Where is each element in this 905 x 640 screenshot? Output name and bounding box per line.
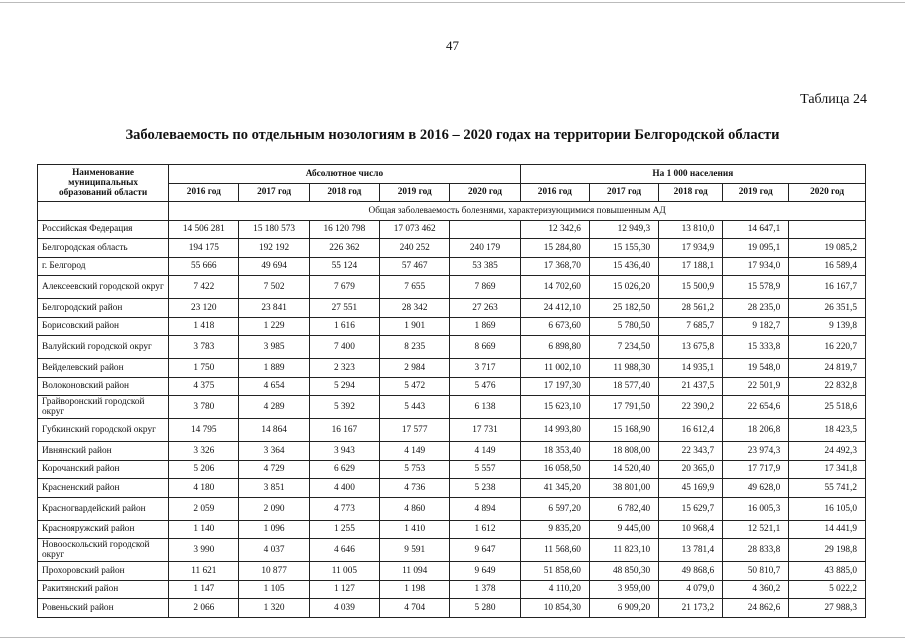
absolute-value-cell: 7 502 — [239, 276, 309, 299]
region-name-cell: Красненский район — [38, 479, 169, 498]
rate-value-cell: 21 437,5 — [659, 377, 723, 396]
absolute-value-cell: 4 736 — [380, 479, 450, 498]
rate-value-cell: 18 353,40 — [520, 442, 589, 461]
absolute-value-cell: 49 694 — [239, 257, 309, 276]
table-row — [38, 317, 866, 336]
absolute-value-cell: 57 467 — [380, 257, 450, 276]
rate-value-cell: 5 022,2 — [789, 580, 866, 599]
absolute-value-cell: 192 192 — [239, 239, 309, 258]
region-name-cell: Борисовский район — [38, 317, 169, 336]
rate-value-cell: 18 423,5 — [789, 419, 866, 442]
rate-value-cell: 16 058,50 — [520, 460, 589, 479]
rate-value-cell: 16 220,7 — [789, 336, 866, 359]
absolute-value-cell: 1 127 — [309, 580, 379, 599]
rate-value-cell: 14 520,40 — [589, 460, 658, 479]
rate-value-cell: 3 959,00 — [589, 580, 658, 599]
rate-value-cell: 49 628,0 — [723, 479, 789, 498]
absolute-value-cell: 2 984 — [380, 359, 450, 378]
absolute-value-cell: 6 138 — [450, 396, 520, 419]
rate-value-cell: 15 026,20 — [589, 276, 658, 299]
abs-year-header: 2016 год — [169, 183, 239, 202]
table-row — [38, 580, 866, 599]
region-name-cell: Прохоровский район — [38, 562, 169, 581]
absolute-value-cell: 7 679 — [309, 276, 379, 299]
absolute-value-cell: 7 869 — [450, 276, 520, 299]
absolute-value-cell: 240 179 — [450, 239, 520, 258]
absolute-value-cell: 5 238 — [450, 479, 520, 498]
rate-value-cell: 17 341,8 — [789, 460, 866, 479]
rate-value-cell: 23 974,3 — [723, 442, 789, 461]
absolute-value-cell: 1 140 — [169, 520, 239, 539]
table-row — [38, 419, 866, 442]
rate-value-cell: 6 898,80 — [520, 336, 589, 359]
absolute-value-cell: 5 557 — [450, 460, 520, 479]
rate-value-cell: 17 368,70 — [520, 257, 589, 276]
rate-value-cell: 18 577,40 — [589, 377, 658, 396]
rate-value-cell: 13 675,8 — [659, 336, 723, 359]
absolute-value-cell: 1 105 — [239, 580, 309, 599]
absolute-value-cell: 23 841 — [239, 299, 309, 318]
region-name-cell: Ракитянский район — [38, 580, 169, 599]
region-name-cell: Грайворонский городской округ — [38, 396, 169, 419]
rate-value-cell: 50 810,7 — [723, 562, 789, 581]
absolute-value-cell: 53 385 — [450, 257, 520, 276]
rate-value-cell: 17 934,9 — [659, 239, 723, 258]
table-row — [38, 220, 866, 239]
region-name-cell: Валуйский городской округ — [38, 336, 169, 359]
absolute-value-cell: 240 252 — [380, 239, 450, 258]
absolute-value-cell: 14 506 281 — [169, 220, 239, 239]
table-row — [38, 599, 866, 618]
rate-value-cell: 28 833,8 — [723, 539, 789, 562]
rate-value-cell: 16 612,4 — [659, 419, 723, 442]
absolute-value-cell: 8 235 — [380, 336, 450, 359]
document-title: Заболеваемость по отдельным нозологиям в 2016 – 2020 годах на территории Белгородской области — [125, 127, 780, 143]
region-name-cell: Красногвардейский район — [38, 497, 169, 520]
rate-value-cell: 15 436,40 — [589, 257, 658, 276]
rate-value-cell: 12 342,6 — [520, 220, 589, 239]
absolute-value-cell: 4 039 — [309, 599, 379, 618]
absolute-value-cell: 15 180 573 — [239, 220, 309, 239]
rate-value-cell: 28 235,0 — [723, 299, 789, 318]
rate-value-cell: 16 105,0 — [789, 497, 866, 520]
rate-value-cell: 12 949,3 — [589, 220, 658, 239]
absolute-value-cell: 3 851 — [239, 479, 309, 498]
rate-value-cell: 11 568,60 — [520, 539, 589, 562]
table-row — [38, 396, 866, 419]
absolute-value-cell: 4 704 — [380, 599, 450, 618]
region-name-cell: Алексеевский городской округ — [38, 276, 169, 299]
absolute-value-cell: 1 616 — [309, 317, 379, 336]
absolute-value-cell: 1 418 — [169, 317, 239, 336]
absolute-value-cell: 7 655 — [380, 276, 450, 299]
absolute-value-cell: 3 717 — [450, 359, 520, 378]
rate-value-cell: 25 518,6 — [789, 396, 866, 419]
rate-value-cell: 15 333,8 — [723, 336, 789, 359]
region-name-cell: Волоконовский район — [38, 377, 169, 396]
absolute-value-cell: 2 323 — [309, 359, 379, 378]
rate-value-cell: 9 835,20 — [520, 520, 589, 539]
table-row — [38, 276, 866, 299]
absolute-value-cell: 1 255 — [309, 520, 379, 539]
absolute-value-cell — [450, 220, 520, 239]
table-row — [38, 497, 866, 520]
rate-value-cell: 4 110,20 — [520, 580, 589, 599]
abs-year-header: 2018 год — [309, 183, 379, 202]
rate-value-cell: 24 862,6 — [723, 599, 789, 618]
rate-value-cell: 17 934,0 — [723, 257, 789, 276]
absolute-value-cell: 4 037 — [239, 539, 309, 562]
table-row — [38, 562, 866, 581]
absolute-value-cell: 27 551 — [309, 299, 379, 318]
rate-value-cell: 9 182,7 — [723, 317, 789, 336]
absolute-value-cell: 9 591 — [380, 539, 450, 562]
name-column-header: Наименование муниципальных образований области — [38, 165, 169, 202]
rate-value-cell: 15 155,30 — [589, 239, 658, 258]
rate-value-cell: 38 801,00 — [589, 479, 658, 498]
table-body — [38, 202, 866, 618]
rate-value-cell: 10 854,30 — [520, 599, 589, 618]
rate-value-cell: 51 858,60 — [520, 562, 589, 581]
rate-value-cell — [789, 220, 866, 239]
region-name-cell: Ровеньский район — [38, 599, 169, 618]
rate-value-cell: 15 629,7 — [659, 497, 723, 520]
absolute-value-cell: 23 120 — [169, 299, 239, 318]
absolute-value-cell: 5 753 — [380, 460, 450, 479]
rate-value-cell: 7 234,50 — [589, 336, 658, 359]
rate-value-cell: 22 390,2 — [659, 396, 723, 419]
page-number: 47 — [446, 38, 459, 53]
rate-value-cell: 6 673,60 — [520, 317, 589, 336]
rate-value-cell: 14 993,80 — [520, 419, 589, 442]
table-row — [38, 460, 866, 479]
absolute-value-cell: 17 577 — [380, 419, 450, 442]
rate-year-header: 2018 год — [659, 183, 723, 202]
table-row — [38, 377, 866, 396]
absolute-value-cell: 5 392 — [309, 396, 379, 419]
rate-value-cell: 6 782,40 — [589, 497, 658, 520]
rate-value-cell: 41 345,20 — [520, 479, 589, 498]
rate-value-cell: 11 002,10 — [520, 359, 589, 378]
rate-value-cell: 15 500,9 — [659, 276, 723, 299]
region-name-cell: Краснояружский район — [38, 520, 169, 539]
absolute-value-cell: 1 869 — [450, 317, 520, 336]
rate-value-cell: 14 935,1 — [659, 359, 723, 378]
rate-year-header: 2020 год — [789, 183, 866, 202]
absolute-value-cell: 11 094 — [380, 562, 450, 581]
abs-year-header: 2020 год — [450, 183, 520, 202]
rate-value-cell: 21 173,2 — [659, 599, 723, 618]
rate-value-cell: 43 885,0 — [789, 562, 866, 581]
rate-value-cell: 6 597,20 — [520, 497, 589, 520]
absolute-value-cell: 14 864 — [239, 419, 309, 442]
absolute-value-cell: 16 167 — [309, 419, 379, 442]
rate-value-cell: 28 561,2 — [659, 299, 723, 318]
absolute-value-cell: 7 422 — [169, 276, 239, 299]
rate-value-cell: 4 079,0 — [659, 580, 723, 599]
region-name-cell: г. Белгород — [38, 257, 169, 276]
rate-year-header: 2016 год — [520, 183, 589, 202]
absolute-value-cell: 1 612 — [450, 520, 520, 539]
absolute-value-cell: 5 206 — [169, 460, 239, 479]
scan-artifact-top — [0, 2, 905, 3]
rate-value-cell: 16 167,7 — [789, 276, 866, 299]
rate-value-cell: 5 780,50 — [589, 317, 658, 336]
rate-value-cell: 20 365,0 — [659, 460, 723, 479]
absolute-value-cell: 2 066 — [169, 599, 239, 618]
absolute-value-cell: 55 666 — [169, 257, 239, 276]
table-label: Таблица 24 — [800, 92, 867, 107]
absolute-value-cell: 2 090 — [239, 497, 309, 520]
absolute-value-cell: 9 647 — [450, 539, 520, 562]
rate-year-header: 2017 год — [589, 183, 658, 202]
absolute-value-cell: 11 005 — [309, 562, 379, 581]
rate-value-cell: 55 741,2 — [789, 479, 866, 498]
absolute-value-cell: 1 889 — [239, 359, 309, 378]
absolute-value-cell: 55 124 — [309, 257, 379, 276]
rate-value-cell: 15 578,9 — [723, 276, 789, 299]
absolute-value-cell: 3 943 — [309, 442, 379, 461]
abs-year-header: 2017 год — [239, 183, 309, 202]
table-row — [38, 336, 866, 359]
absolute-value-cell: 14 795 — [169, 419, 239, 442]
rate-value-cell: 18 206,8 — [723, 419, 789, 442]
rate-value-cell: 7 685,7 — [659, 317, 723, 336]
absolute-value-cell: 8 669 — [450, 336, 520, 359]
rate-value-cell: 22 501,9 — [723, 377, 789, 396]
absolute-value-cell: 5 476 — [450, 377, 520, 396]
absolute-value-cell: 3 783 — [169, 336, 239, 359]
rate-value-cell: 16 005,3 — [723, 497, 789, 520]
rate-value-cell: 14 441,9 — [789, 520, 866, 539]
absolute-value-cell: 17 073 462 — [380, 220, 450, 239]
rate-value-cell: 48 850,30 — [589, 562, 658, 581]
rate-value-cell: 17 717,9 — [723, 460, 789, 479]
region-name-cell: Вейделевский район — [38, 359, 169, 378]
absolute-value-cell: 194 175 — [169, 239, 239, 258]
absolute-value-cell: 4 894 — [450, 497, 520, 520]
absolute-value-cell: 7 400 — [309, 336, 379, 359]
rate-value-cell: 13 781,4 — [659, 539, 723, 562]
absolute-value-cell: 3 780 — [169, 396, 239, 419]
section-title-row — [38, 202, 866, 221]
rate-value-cell: 24 412,10 — [520, 299, 589, 318]
rate-value-cell: 22 832,8 — [789, 377, 866, 396]
absolute-value-cell: 6 629 — [309, 460, 379, 479]
rate-value-cell: 16 589,4 — [789, 257, 866, 276]
absolute-value-cell: 9 649 — [450, 562, 520, 581]
table-row — [38, 257, 866, 276]
rate-group-header: На 1 000 населения — [520, 165, 865, 184]
rate-value-cell: 4 360,2 — [723, 580, 789, 599]
rate-value-cell: 22 343,7 — [659, 442, 723, 461]
rate-value-cell: 6 909,20 — [589, 599, 658, 618]
rate-value-cell: 29 198,8 — [789, 539, 866, 562]
absolute-value-cell: 4 400 — [309, 479, 379, 498]
rate-value-cell: 10 968,4 — [659, 520, 723, 539]
absolute-value-cell: 4 375 — [169, 377, 239, 396]
absolute-value-cell: 5 472 — [380, 377, 450, 396]
abs-year-header: 2019 год — [380, 183, 450, 202]
rate-value-cell: 17 197,30 — [520, 377, 589, 396]
rate-value-cell: 15 168,90 — [589, 419, 658, 442]
rate-value-cell: 49 868,6 — [659, 562, 723, 581]
absolute-value-cell: 4 729 — [239, 460, 309, 479]
absolute-value-cell: 1 320 — [239, 599, 309, 618]
absolute-value-cell: 4 860 — [380, 497, 450, 520]
table-row — [38, 520, 866, 539]
rate-value-cell: 27 988,3 — [789, 599, 866, 618]
absolute-value-cell: 1 229 — [239, 317, 309, 336]
absolute-value-cell: 4 289 — [239, 396, 309, 419]
absolute-value-cell: 5 443 — [380, 396, 450, 419]
absolute-value-cell: 1 147 — [169, 580, 239, 599]
absolute-value-cell: 1 198 — [380, 580, 450, 599]
header-row-groups — [38, 165, 866, 184]
absolute-value-cell: 4 149 — [450, 442, 520, 461]
absolute-value-cell: 1 096 — [239, 520, 309, 539]
absolute-value-cell: 1 750 — [169, 359, 239, 378]
rate-value-cell: 12 521,1 — [723, 520, 789, 539]
absolute-value-cell: 226 362 — [309, 239, 379, 258]
rate-value-cell: 45 169,9 — [659, 479, 723, 498]
rate-value-cell: 9 445,00 — [589, 520, 658, 539]
rate-value-cell: 26 351,5 — [789, 299, 866, 318]
rate-value-cell: 17 188,1 — [659, 257, 723, 276]
absolute-value-cell: 4 654 — [239, 377, 309, 396]
absolute-value-cell: 5 294 — [309, 377, 379, 396]
rate-value-cell: 24 492,3 — [789, 442, 866, 461]
region-name-cell: Белгородский район — [38, 299, 169, 318]
absolute-value-cell: 3 990 — [169, 539, 239, 562]
rate-value-cell: 14 647,1 — [723, 220, 789, 239]
absolute-value-cell: 1 378 — [450, 580, 520, 599]
table-row — [38, 239, 866, 258]
rate-value-cell: 19 085,2 — [789, 239, 866, 258]
rate-value-cell: 24 819,7 — [789, 359, 866, 378]
region-name-cell: Губкинский городской округ — [38, 419, 169, 442]
region-name-cell: Российская Федерация — [38, 220, 169, 239]
scan-artifact-bottom — [0, 637, 905, 638]
rate-value-cell: 19 548,0 — [723, 359, 789, 378]
rate-year-header: 2019 год — [723, 183, 789, 202]
region-name-cell: Ивнянский район — [38, 442, 169, 461]
rate-value-cell: 19 095,1 — [723, 239, 789, 258]
region-name-cell: Белгородская область — [38, 239, 169, 258]
absolute-value-cell: 3 985 — [239, 336, 309, 359]
table-row — [38, 299, 866, 318]
rate-value-cell: 17 791,50 — [589, 396, 658, 419]
rate-value-cell: 22 654,6 — [723, 396, 789, 419]
rate-value-cell: 11 823,10 — [589, 539, 658, 562]
absolute-value-cell: 4 646 — [309, 539, 379, 562]
absolute-value-cell: 11 621 — [169, 562, 239, 581]
region-name-cell: Новооскольский городской округ — [38, 539, 169, 562]
absolute-value-cell: 1 410 — [380, 520, 450, 539]
rate-value-cell: 14 702,60 — [520, 276, 589, 299]
absolute-value-cell: 28 342 — [380, 299, 450, 318]
region-name-cell: Корочанский район — [38, 460, 169, 479]
table-row — [38, 479, 866, 498]
absolute-value-cell: 10 877 — [239, 562, 309, 581]
absolute-value-cell: 16 120 798 — [309, 220, 379, 239]
rate-value-cell: 15 623,10 — [520, 396, 589, 419]
absolute-value-cell: 1 901 — [380, 317, 450, 336]
absolute-value-cell: 4 180 — [169, 479, 239, 498]
table-row — [38, 442, 866, 461]
absolute-value-cell: 5 280 — [450, 599, 520, 618]
absolute-value-cell: 27 263 — [450, 299, 520, 318]
absolute-value-cell: 3 364 — [239, 442, 309, 461]
absolute-value-cell: 3 326 — [169, 442, 239, 461]
morbidity-table — [37, 164, 866, 618]
absolute-value-cell: 2 059 — [169, 497, 239, 520]
rate-value-cell: 25 182,50 — [589, 299, 658, 318]
table-row — [38, 359, 866, 378]
absolute-value-cell: 4 149 — [380, 442, 450, 461]
table-row — [38, 539, 866, 562]
section-title: Общая заболеваемость болезнями, характеризующимися повышенным АД — [169, 202, 866, 221]
absolute-group-header: Абсолютное число — [169, 165, 521, 184]
rate-value-cell: 15 284,80 — [520, 239, 589, 258]
absolute-value-cell: 17 731 — [450, 419, 520, 442]
absolute-value-cell: 4 773 — [309, 497, 379, 520]
rate-value-cell: 11 988,30 — [589, 359, 658, 378]
rate-value-cell: 18 808,00 — [589, 442, 658, 461]
rate-value-cell: 13 810,0 — [659, 220, 723, 239]
rate-value-cell: 9 139,8 — [789, 317, 866, 336]
